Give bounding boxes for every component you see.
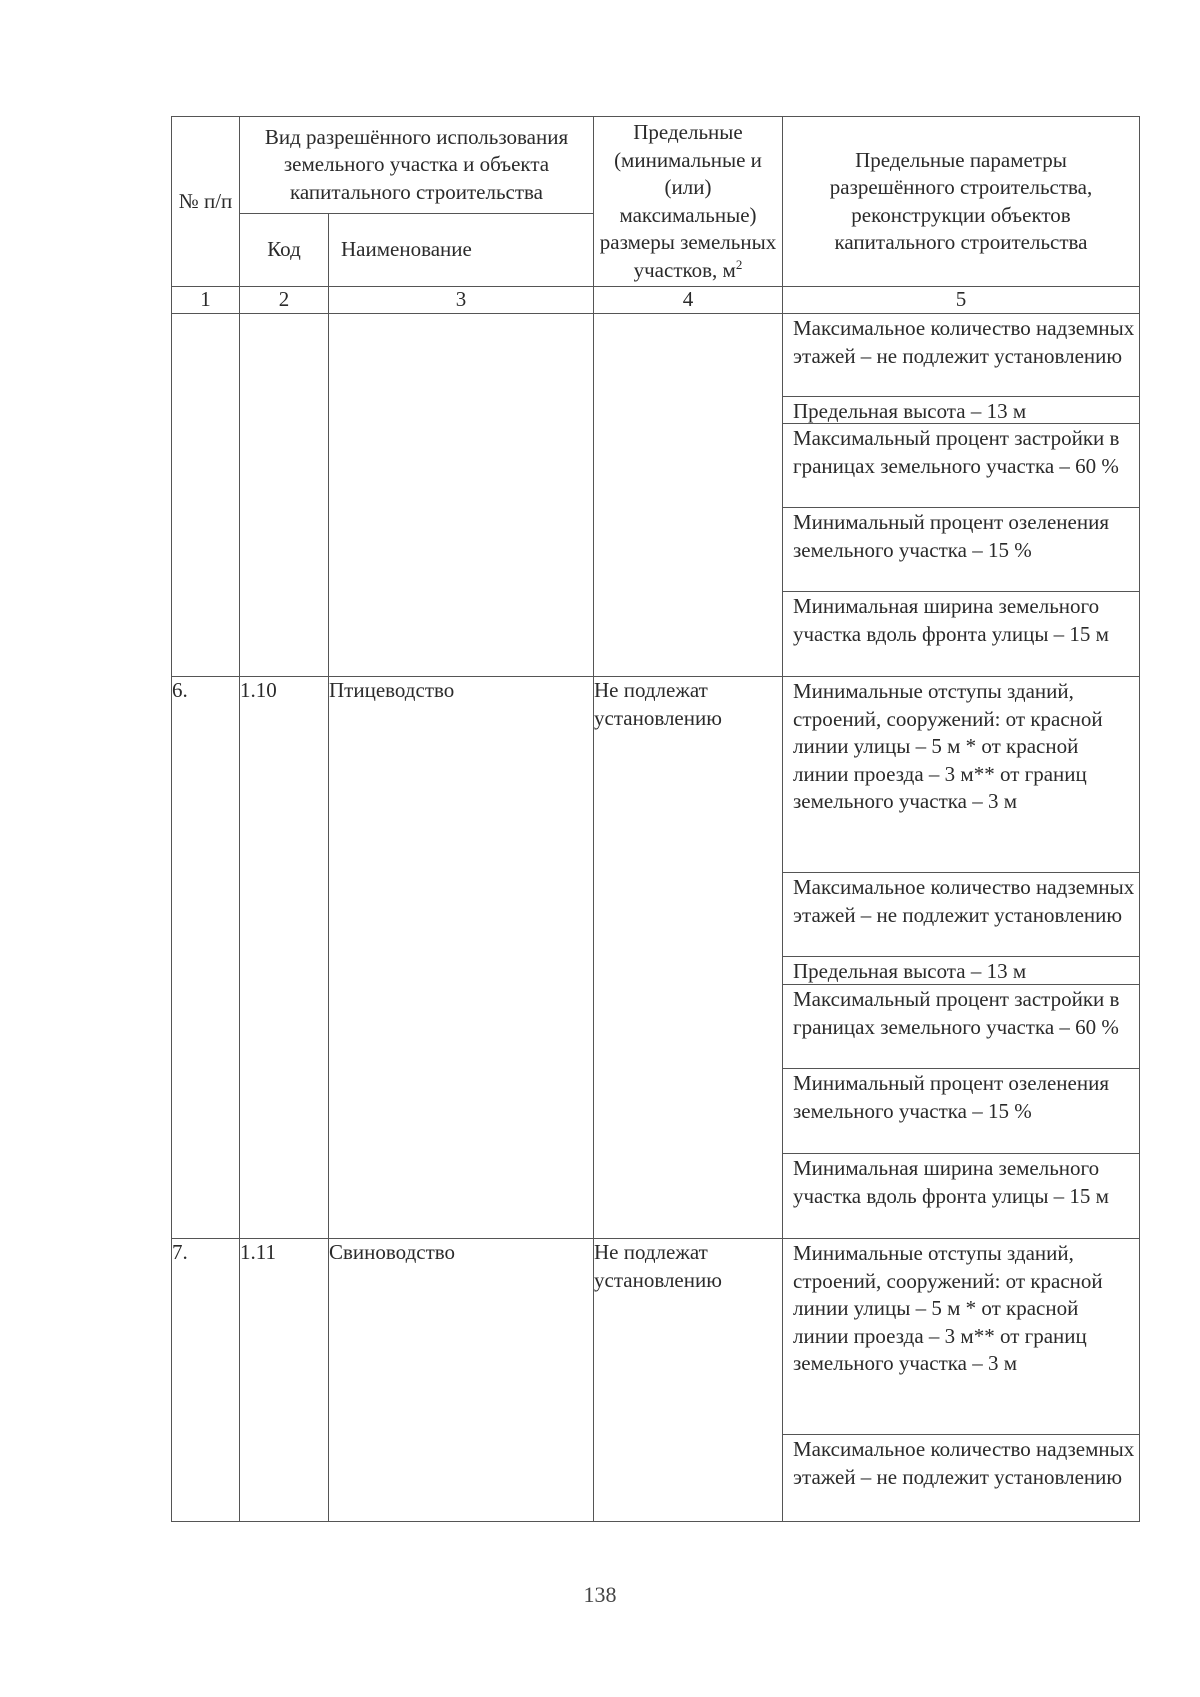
header-params: Предельные параметры разрешённого строительства, реконструкции объектов капитального строительства — [783, 117, 1140, 287]
param-item: Минимальный процент озеленения земельного участка – 15 % — [783, 1069, 1139, 1154]
param-item: Минимальная ширина земельного участка вдоль фронта улицы – 15 м — [793, 594, 1109, 646]
row-code: 1.11 — [240, 1239, 329, 1522]
row-code — [240, 314, 329, 677]
column-number: 3 — [329, 287, 594, 314]
header-vid: Вид разрешённого использования земельного участка и объекта капитального строительства — [240, 117, 594, 214]
column-number: 2 — [240, 287, 329, 314]
row-params — [783, 1239, 1140, 1522]
row-code: 1.10 — [240, 677, 329, 1239]
header-num: № п/п — [172, 117, 240, 287]
header-sizes-text: Предельные (минимальные и (или) максимальные) размеры земельных участков, м — [599, 120, 777, 282]
column-number: 1 — [172, 287, 240, 314]
row-num: 6. — [172, 677, 240, 1239]
column-number: 5 — [783, 287, 1140, 314]
row-name: Свиноводство — [329, 1239, 594, 1522]
row-sizes: Не подлежат установлению — [594, 677, 783, 1239]
header-sizes — [594, 117, 783, 287]
param-item: Минимальные отступы зданий, строений, сооружений: от красной линии улицы – 5 м * от красной линии проезда – 3 м** от границ земельного участка – 3 м — [783, 1239, 1139, 1435]
param-item: Максимальное количество надземных этажей – не подлежит установлению — [783, 873, 1139, 957]
table-row — [172, 677, 1140, 1239]
row-name: Птицеводство — [329, 677, 594, 1239]
header-code: Код — [240, 214, 329, 287]
column-numbers-row — [172, 287, 1140, 314]
row-params — [783, 314, 1140, 677]
param-item: Минимальные отступы зданий, строений, сооружений: от красной линии улицы – 5 м * от красной линии проезда – 3 м** от границ земельного участка – 3 м — [783, 677, 1139, 873]
param-item: Предельная высота – 13 м — [783, 397, 1139, 424]
header-name: Наименование — [329, 214, 594, 287]
param-item: Минимальный процент озеленения земельного участка – 15 % — [783, 508, 1139, 592]
param-item: Минимальная ширина земельного участка вдоль фронта улицы – 15 м — [793, 1156, 1109, 1208]
row-sizes: Не подлежат установлению — [594, 1239, 783, 1522]
column-number: 4 — [594, 287, 783, 314]
row-num — [172, 314, 240, 677]
row-params — [783, 677, 1140, 1239]
land-use-table — [171, 116, 1140, 1522]
row-sizes — [594, 314, 783, 677]
param-item: Максимальный процент застройки в границах земельного участка – 60 % — [783, 985, 1139, 1069]
header-sizes-sup: 2 — [735, 256, 743, 272]
row-name — [329, 314, 594, 677]
param-item: Максимальный процент застройки в границах земельного участка – 60 % — [783, 424, 1139, 508]
param-item: Предельная высота – 13 м — [783, 957, 1139, 985]
param-item: Максимальное количество надземных этажей – не подлежит установлению — [783, 314, 1139, 397]
table-row — [172, 314, 1140, 677]
table-row — [172, 1239, 1140, 1522]
row-num: 7. — [172, 1239, 240, 1522]
param-item: Максимальное количество надземных этажей – не подлежит установлению — [793, 1437, 1135, 1489]
page-number: 138 — [583, 1582, 617, 1607]
